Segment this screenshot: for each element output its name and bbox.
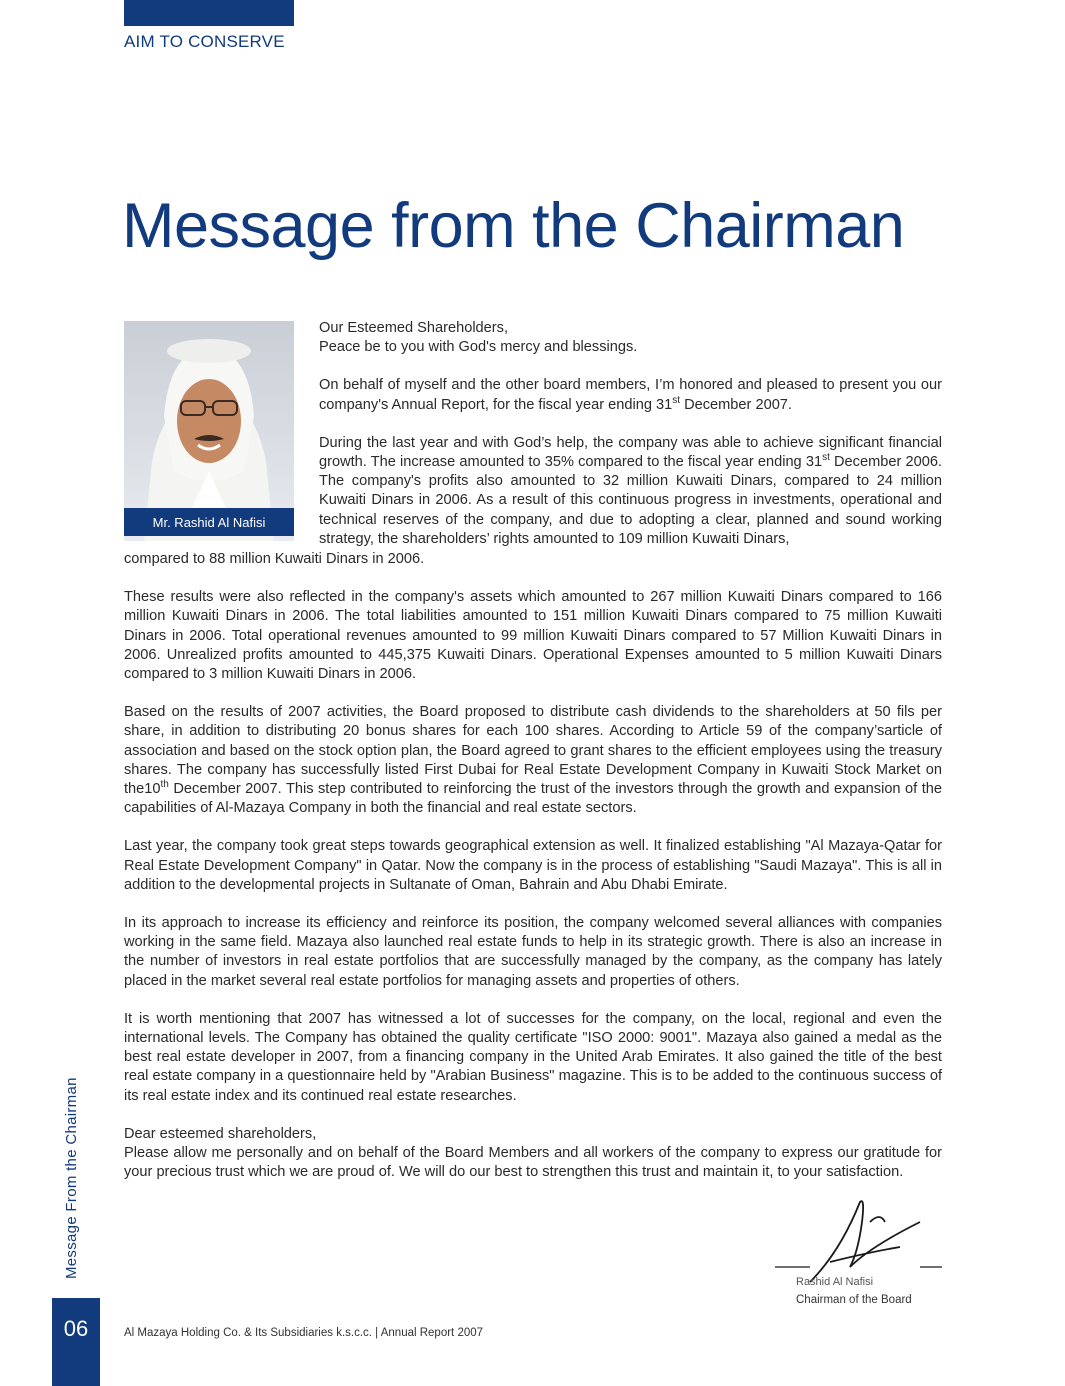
paragraph-6: In its approach to increase its efficiency and reinforce its position, the company welcomed several alliances with companies working in the same field. Mazaya also launched real estate funds to help in its strategic growth. There is also an increase in the number of investors in real estate portfolios that are successfully managed by the company, as the company has lately placed in the market several real estate portfolios for managing assets and properties of others. xyxy=(124,915,942,989)
blessing-line: Peace be to you with God's mercy and blessings. xyxy=(319,339,638,356)
page-title: Message from the Chairman xyxy=(122,191,905,261)
signatory-name: Rashid Al Nafisi xyxy=(796,1276,874,1288)
signatory-role: Chairman of the Board xyxy=(796,1294,912,1306)
page-number: 06 xyxy=(52,1298,100,1386)
top-accent-bar xyxy=(124,0,294,26)
section-tag: AIM TO CONSERVE xyxy=(124,32,285,51)
portrait-caption: Mr. Rashid Al Nafisi xyxy=(124,508,294,536)
paragraph-5: Last year, the company took great steps towards geographical extension as well. It finalized establishing "Al Mazaya-Qatar for Real Estate Development Company" in Qatar. Now the company is in the process of establishing "Saudi Mazaya". This is all in addition to the developmental projects in Sultanate of Oman, Bahrain and Abu Dhabi Emirate. xyxy=(124,838,942,893)
side-section-label: Message From the Chairman xyxy=(63,1077,80,1279)
letter-body xyxy=(124,550,942,1201)
footer-text: Al Mazaya Holding Co. & Its Subsidiaries k.s.c.c. | Annual Report 2007 xyxy=(124,1327,484,1339)
paragraph-1: On behalf of myself and the other board members, I’m honored and pleased to present you our company's Annual Report, for the fiscal year ending 31st December 2007. xyxy=(319,377,942,413)
paragraph-2: During the last year and with God’s help, the company was able to achieve significant financial growth. The increase amounted to 35% compared to the fiscal year ending 31st December 2006. The company's profits also amounted to 32 million Kuwaiti Dinars, compared to 24 million Kuwaiti Dinars in 2006. As a result of this continuous progress in investments, operational and technical reserves of the company, and due to adopting a clear, planned and sound working strategy, the shareholders’ rights amounted to 109 million Kuwaiti Dinars, xyxy=(319,434,942,547)
paragraph-7: It is worth mentioning that 2007 has witnessed a lot of successes for the company, on the local, regional and even the international levels. The Company has obtained the quality certificate "ISO 2000: 9001". Mazaya also gained a medal as the best real estate developer in 2007, from a financing company in the United Arab Emirates. It also gained the title of the best real estate company in a questionnaire held by "Arabian Business" magazine. This is to be added to the continuous success of its real estate index and its continued real estate researches. xyxy=(124,1010,942,1104)
paragraph-3: These results were also reflected in the company's assets which amounted to 267 million Kuwaiti Dinars compared to 166 million Kuwaiti Dinars in 2006. The total liabilities amounted to 151 million Kuwaiti Dinars compared to 75 million Kuwaiti Dinars in 2006. Total operational revenues amounted to 99 million Kuwaiti Dinars compared to 57 Million Kuwaiti Dinars in 2006. Unrealized profits amounted to 445,375 Kuwaiti Dinars. Operational Expenses amounted to 5 million Kuwaiti Dinars compared to 3 million Kuwaiti Dinars in 2006. xyxy=(124,589,942,683)
salutation: Our Esteemed Shareholders, xyxy=(319,320,509,336)
closing: Dear esteemed shareholders, Please allow me personally and on behalf of the Board Members and all workers of the company to express our gratitude for your precious trust which we are proud of. We will do our best to strengthen this trust and maintain it, to your satisfaction. xyxy=(124,1125,942,1181)
paragraph-2-continuation: compared to 88 million Kuwaiti Dinars in 2006. xyxy=(124,551,425,567)
letter-intro xyxy=(319,319,942,549)
paragraph-4: Based on the results of 2007 activities, the Board proposed to distribute cash dividends to the shareholders at 50 fils per share, in addition to distributing 20 bonus shares for each 100 shares. According to Article 59 of the company’sarticle of association and based on the stock option plan, the Board agreed to grant shares to the efficient employees using the treasury shares. The company has successfully listed First Dubai for Real Estate Development Company in Kuwaiti Stock Market on the10th December 2007. This step contributed to reinforcing the trust of the investors through the growth and expansion of the capabilities of Al-Mazaya Company in both the financial and real estate sectors. xyxy=(124,704,942,817)
